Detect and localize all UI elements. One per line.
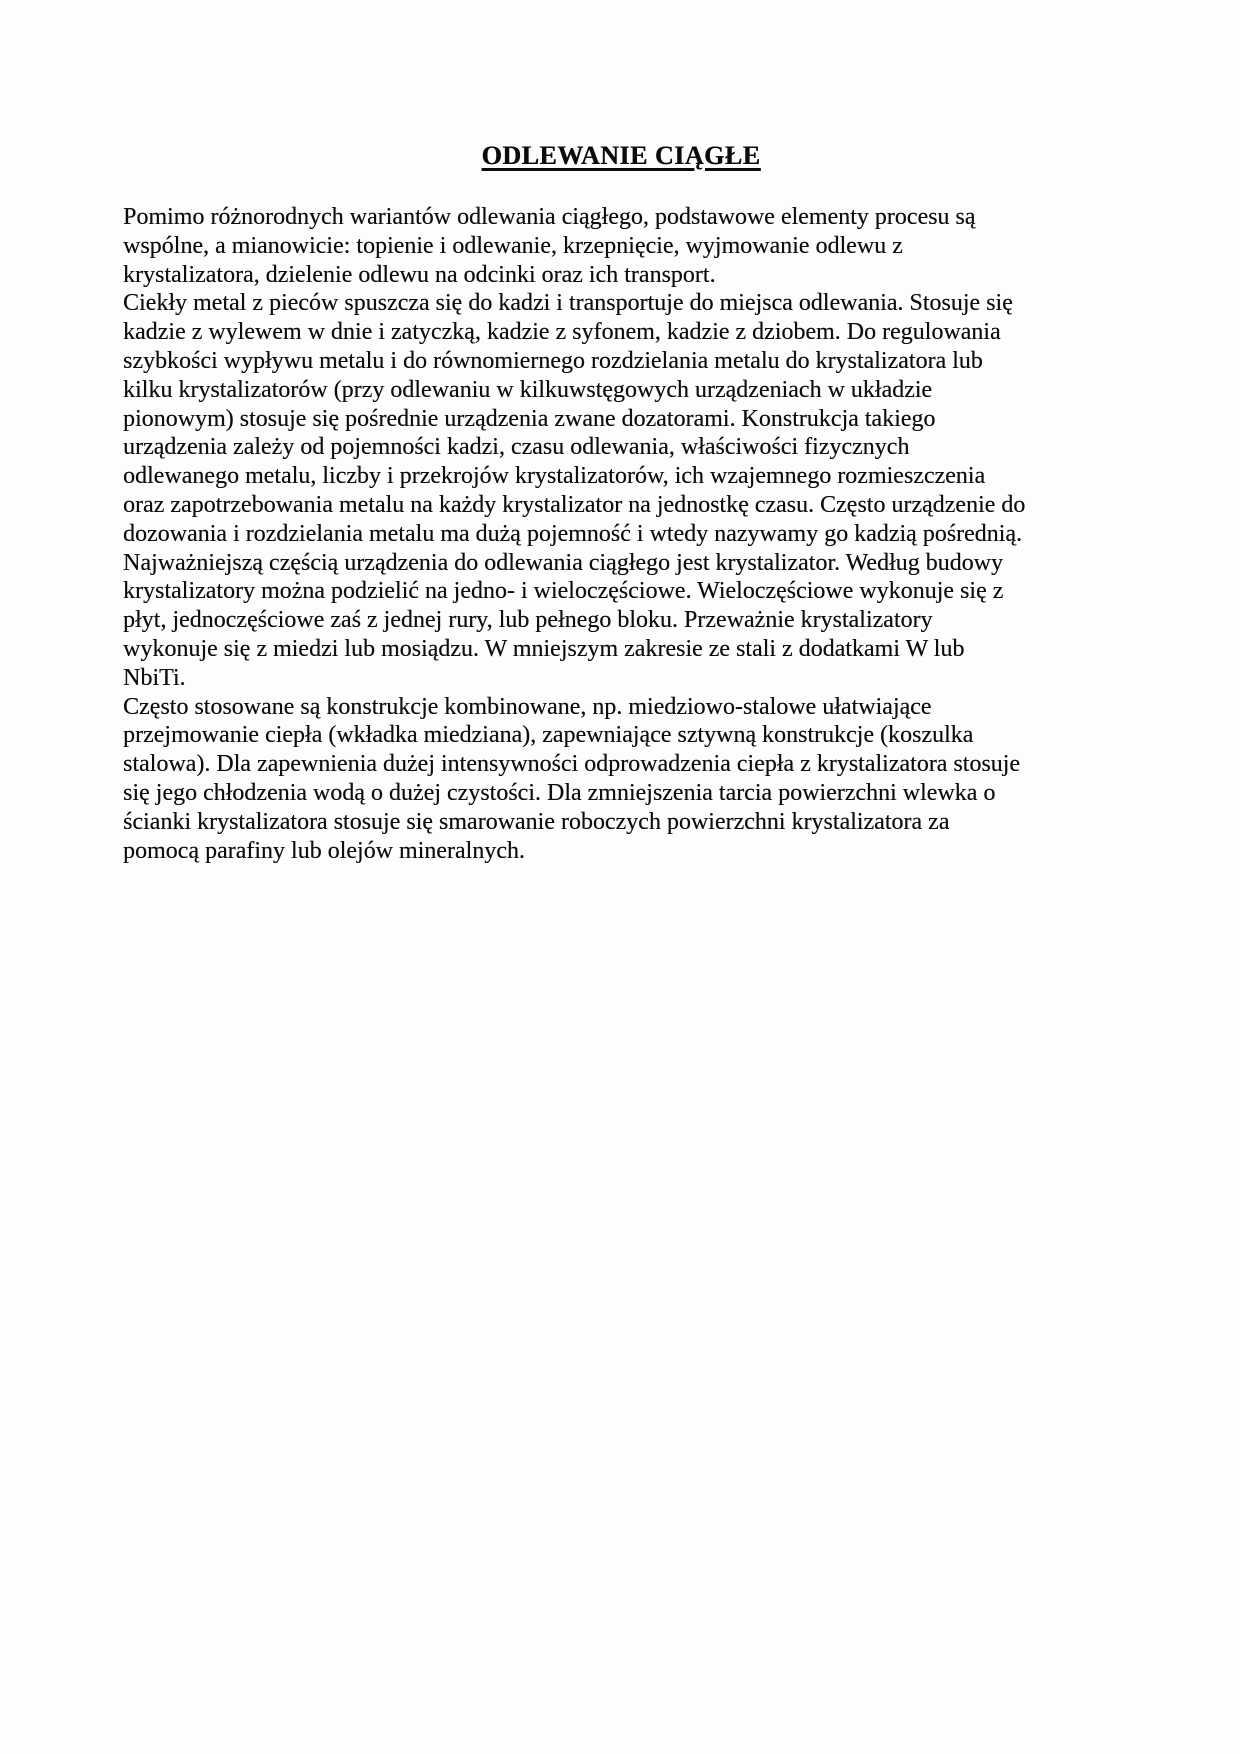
text-line: Pomimo różnorodnych wariantów odlewania ciągłego, podstawowe elementy procesu są	[123, 204, 976, 230]
text-line: NbiTi.	[123, 664, 186, 691]
text-line: urządzenia zależy od pojemności kadzi, czasu odlewania, właściwości fizycznych	[123, 434, 910, 461]
text-line: Często stosowane są konstrukcje kombinowane, np. miedziowo-stalowe ułatwiające	[123, 693, 932, 720]
text-line: płyt, jednoczęściowe zaś z jednej rury, lub pełnego bloku. Przeważnie krystalizatory	[123, 607, 933, 634]
text-line: kadzie z wylewem w dnie i zatyczką, kadzie z syfonem, kadzie z dziobem. Do regulowania	[123, 319, 1001, 346]
document-title: ODLEWANIE CIĄGŁE	[481, 141, 761, 170]
text-line: wykonuje się z miedzi lub mosiądzu. W mniejszym zakresie ze stali z dodatkami W lub	[123, 635, 965, 662]
text-line: odlewanego metalu, liczby i przekrojów krystalizatorów, ich wzajemnego rozmieszczenia	[123, 463, 986, 490]
text-line: ścianki krystalizatora stosuje się smarowanie roboczych powierzchni krystalizatora za	[123, 808, 950, 835]
text-line: krystalizatory można podzielić na jedno- i wieloczęściowe. Wieloczęściowe wykonuje się z	[123, 578, 1004, 605]
text-line: się jego chłodzenia wodą o dużej czystości. Dla zmniejszenia tarcia powierzchni wlewka o	[123, 779, 996, 806]
paragraph	[123, 693, 1183, 866]
text-line: dozowania i rozdzielania metalu ma dużą pojemność i wtedy nazywamy go kadzią pośrednią.	[123, 520, 1023, 547]
text-line: przejmowanie ciepła (wkładka miedziana), zapewniające sztywną konstrukcje (koszulka	[123, 722, 974, 749]
document-body	[123, 203, 1183, 865]
text-line: pomocą parafiny lub olejów mineralnych.	[123, 837, 525, 864]
text-line: wspólne, a mianowicie: topienie i odlewanie, krzepnięcie, wyjmowanie odlewu z	[123, 232, 903, 259]
text-line: Najważniejszą częścią urządzenia do odlewania ciągłego jest krystalizator. Według budowy	[123, 549, 1003, 576]
text-line: kilku krystalizatorów (przy odlewaniu w kilkuwstęgowych urządzeniach w układzie	[123, 376, 933, 403]
text-line: pionowym) stosuje się pośrednie urządzenia zwane dozatorami. Konstrukcja takiego	[123, 405, 936, 432]
text-line: krystalizatora, dzielenie odlewu na odcinki oraz ich transport.	[123, 261, 716, 288]
text-line: szybkości wypływu metalu i do równomiernego rozdzielania metalu do krystalizatora lub	[123, 347, 983, 374]
paragraph	[123, 289, 1183, 692]
text-line: oraz zapotrzebowania metalu na każdy krystalizator na jednostkę czasu. Często urządzenie do	[123, 491, 1026, 518]
paragraph	[123, 203, 1183, 289]
text-line: stalowa). Dla zapewnienia dużej intensywności odprowadzenia ciepła z krystalizatora stosuje	[123, 751, 1020, 778]
text-line: Ciekły metal z pieców spuszcza się do kadzi i transportuje do miejsca odlewania. Stosuje się	[123, 290, 1013, 317]
